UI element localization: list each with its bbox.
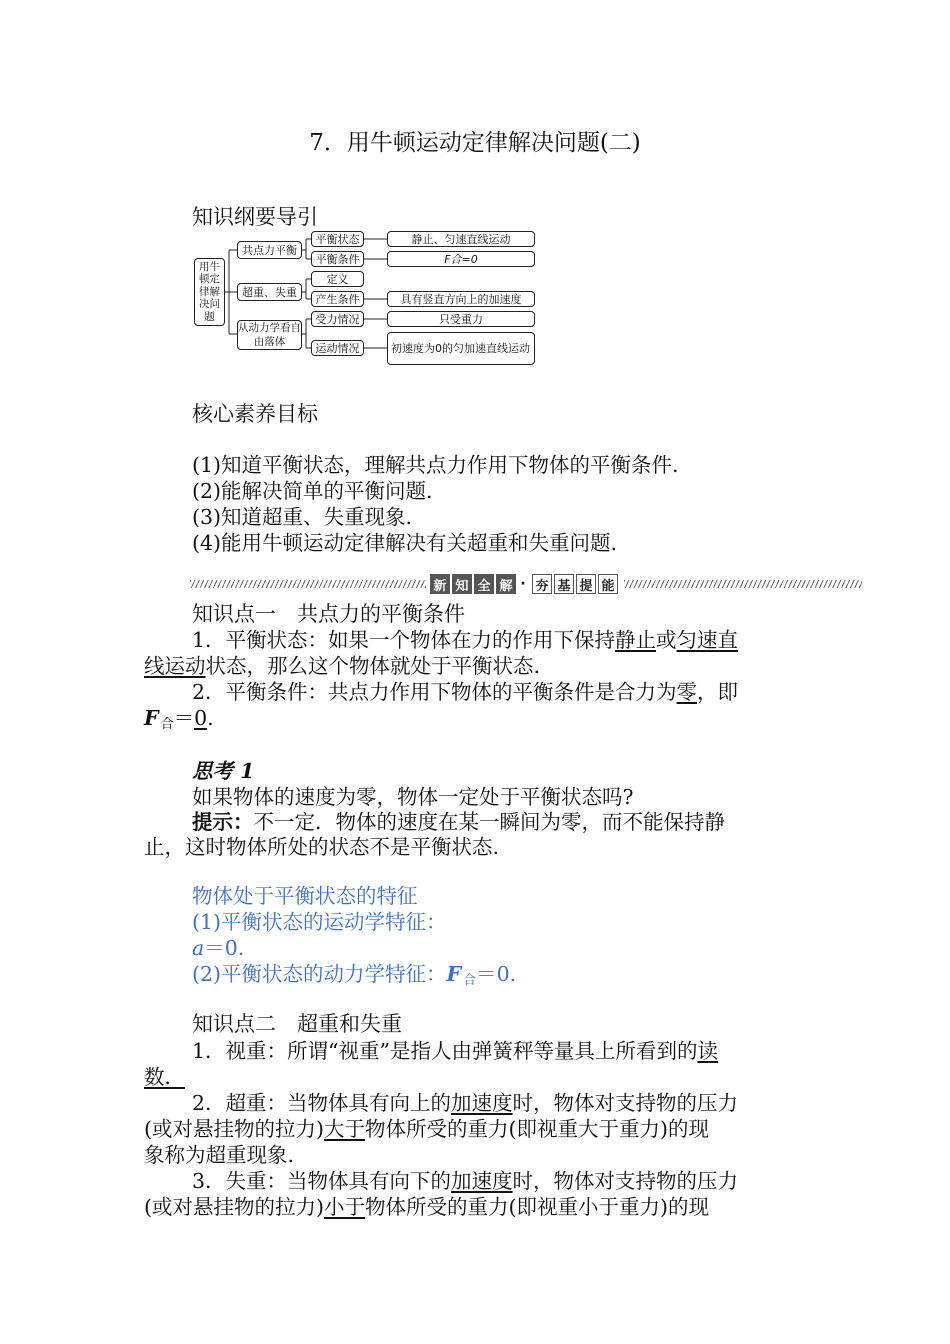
k2-s2-line1: 2．超重：当物体具有向上的加速度时，物体对支持物的压力 xyxy=(192,1091,739,1115)
map-branch-balance: 共点力平衡 xyxy=(237,241,302,259)
k2-heading: 知识点二 超重和失重 xyxy=(192,1012,402,1036)
map-result-uniform: 初速度为0的匀加速直线运动 xyxy=(387,332,535,365)
k2-s1-line1: 1．视重：所谓“视重”是指人由弹簧秤等量具上所看到的读 xyxy=(192,1039,719,1063)
banner-dot: · xyxy=(520,576,526,592)
k2-s3-line1: 3．失重：当物体具有向下的加速度时，物体对支持物的压力 xyxy=(192,1169,739,1193)
map-result-static: 静止、匀速直线运动 xyxy=(387,231,535,247)
k2-s2-line2: (或对悬挂物的拉力)大于物体所受的重力(即视重大于重力)的现 xyxy=(144,1117,709,1141)
map-result-acceleration: 具有竖直方向上的加速度 xyxy=(387,291,535,307)
think1-label: 思考 1 xyxy=(192,759,255,783)
banner-hatch-left xyxy=(190,580,426,588)
k1-heading: 知识点一 共点力的平衡条件 xyxy=(192,602,465,626)
map-item-balance-condition: 平衡条件 xyxy=(311,251,364,267)
goal-item-3: (3)知道超重、失重现象. xyxy=(192,505,413,529)
banner-char: 能 xyxy=(598,574,618,594)
map-result-fnet: F合=0 xyxy=(387,251,535,267)
map-item-definition: 定义 xyxy=(311,271,364,287)
page-title: 7．用牛顿运动定律解决问题(二) xyxy=(309,130,641,156)
guide-heading: 知识纲要导引 xyxy=(192,205,318,229)
banner-char: 提 xyxy=(576,574,596,594)
map-branch-freefall: 从动力学看自由落体 xyxy=(238,322,301,348)
note-title: 物体处于平衡状态的特征 xyxy=(192,884,418,908)
note-line4: (2)平衡状态的动力学特征：F $_合$＝0. xyxy=(192,962,517,988)
note-line3: a＝0. xyxy=(192,936,245,960)
k1-para2-line2: F $_合$＝0. xyxy=(144,706,214,732)
banner-char: 全 xyxy=(474,574,494,594)
section-banner xyxy=(190,573,862,595)
banner-hatch-right xyxy=(624,580,862,588)
goals-heading: 核心素养目标 xyxy=(192,402,318,426)
map-item-cause: 产生条件 xyxy=(311,291,364,307)
map-branch-overweight: 超重、失重 xyxy=(237,283,302,301)
map-result-gravity: 只受重力 xyxy=(387,311,535,327)
k2-s3-line2: (或对悬挂物的拉力)小于物体所受的重力(即视重小于重力)的现 xyxy=(144,1195,709,1219)
map-item-motion: 运动情况 xyxy=(311,340,364,356)
goal-item-1: (1)知道平衡状态，理解共点力作用下物体的平衡条件. xyxy=(192,453,679,477)
k2-s2-line3: 象称为超重现象. xyxy=(144,1143,295,1167)
note-line2: (1)平衡状态的运动学特征： xyxy=(192,910,447,934)
map-item-balance-state: 平衡状态 xyxy=(311,231,364,247)
goal-item-2: (2)能解决简单的平衡问题. xyxy=(192,479,433,503)
k1-para2-line1: 2．平衡条件：共点力作用下物体的平衡条件是合力为零，即 xyxy=(192,680,739,704)
think1-question: 如果物体的速度为零，物体一定处于平衡状态吗? xyxy=(192,785,634,809)
banner-char: 基 xyxy=(554,574,574,594)
think1-hint-line1: 提示：不一定．物体的速度在某一瞬间为零，而不能保持静 xyxy=(192,810,725,834)
k1-para1-line2: 线运动状态，那么这个物体就处于平衡状态. xyxy=(144,654,541,678)
map-root: 用牛顿定律解决问题 xyxy=(194,258,225,326)
goal-item-4: (4)能用牛顿运动定律解决有关超重和失重问题. xyxy=(192,531,618,555)
k2-s1-line2: 数． xyxy=(144,1065,185,1089)
banner-char: 解 xyxy=(496,574,516,594)
k1-para1-line1: 1．平衡状态：如果一个物体在力的作用下保持静止或匀速直 xyxy=(192,628,739,652)
think1-hint-line2: 止，这时物体所处的状态不是平衡状态. xyxy=(144,835,500,859)
banner-char: 新 xyxy=(430,574,450,594)
banner-char: 知 xyxy=(452,574,472,594)
map-item-force: 受力情况 xyxy=(311,311,364,327)
banner-char: 夯 xyxy=(532,574,552,594)
